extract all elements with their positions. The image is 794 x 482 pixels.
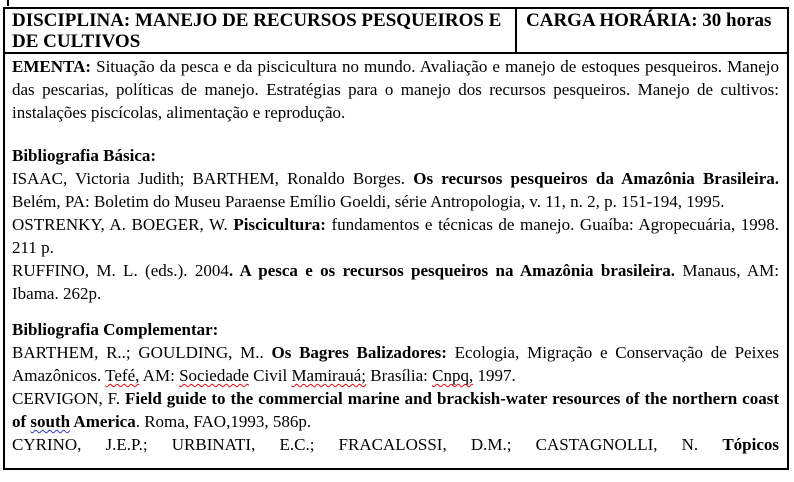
reference-barthem-goulding (12, 341, 779, 387)
text-segment: BARTHEM, R..; GOULDING, M.. (12, 343, 272, 362)
spellcheck-flagged-text: Cnpq, (432, 366, 474, 385)
spellcheck-flagged-text: Mamirauá; (291, 366, 367, 385)
text-segment: Bibliografia Complementar: (12, 320, 219, 339)
text-segment: Tópicos (722, 435, 779, 454)
text-segment: 1997. (473, 366, 516, 385)
text-segment: OSTRENKY, A. BOEGER, W. (12, 215, 234, 234)
header-cell-discipline: DISCIPLINA: MANEJO DE RECURSOS PESQUEIROS E DE CULTIVOS (5, 9, 517, 52)
clipped-border-fragment (7, 0, 9, 6)
reference-ostrenky-boeger (12, 213, 779, 259)
text-segment: . Roma, FAO,1993, 586p. (135, 412, 312, 431)
reference-isaac-barthem (12, 167, 779, 213)
syllabus-table (3, 7, 789, 470)
table-body-cell (5, 54, 787, 456)
text-segment: Brasília: (366, 366, 433, 385)
spellcheck-flagged-text: Sociedade (179, 366, 249, 385)
text-segment: Os recursos pesqueiros da Amazônia Brasileira. (413, 169, 779, 188)
text-segment: EMENTA: (12, 57, 92, 76)
text-segment: . A pesca e os recursos pesqueiros na Amazônia brasileira. (228, 261, 676, 280)
text-segment: AM: (139, 366, 180, 385)
blank-line (12, 305, 779, 318)
text-segment: Situação da pesca e da piscicultura no mundo. Avaliação e manejo de estoques pesqueiros. Manejo das pescarias, políticas de manejo. Estratégias para o manejo dos recursos pesqueiros. Manejo de cultivos: instalações piscícolas, alimentação e reprodução. (12, 57, 779, 122)
reference-cyrino-clipped (12, 433, 779, 456)
text-segment: CERVIGON, F. (12, 389, 125, 408)
spellcheck-flagged-text: Tefé, (105, 366, 140, 385)
complementary-bibliography-title (12, 318, 779, 341)
text-segment: fundamentos e técnicas de manejo. Guaíba: Agropecuária, 1998. 211 p. (12, 215, 779, 257)
text-segment: Manaus, AM: Ibama. 262p. (12, 261, 779, 303)
text-segment: Piscicultura: (233, 215, 326, 234)
ementa-paragraph (12, 55, 779, 124)
text-segment: CYRINO, J.E.P.; URBINATI, E.C.; FRACALOSSI, D.M.; CASTAGNOLLI, N. (12, 435, 723, 454)
text-segment: ISAAC, Victoria Judith; BARTHEM, Ronaldo Borges. (12, 169, 414, 188)
reference-cervigon (12, 387, 779, 433)
text-segment: Ecologia, Migração e Conservação de Peixes Amazônicos. (12, 343, 779, 385)
text-segment: Os Bagres Balizadores: (271, 343, 447, 362)
text-segment: RUFFINO, M. L. (eds.). 2004 (12, 261, 229, 280)
header-cell-workload: CARGA HORÁRIA: 30 horas (526, 10, 772, 31)
basic-bibliography-title (12, 144, 779, 167)
text-segment: Field guide to the commercial marine and brackish-water resources of the northern coast of (12, 389, 779, 431)
blank-line (12, 124, 779, 144)
text-segment: Civil (248, 366, 292, 385)
text-segment: Belém, PA: Boletim do Museu Paraense Emílio Goeldi, série Antropologia, v. 11, n. 2, p. 151-194, 1995. (12, 192, 725, 211)
text-segment: America (70, 412, 136, 431)
reference-ruffino (12, 259, 779, 305)
table-header-row (5, 9, 787, 54)
spellcheck-flagged-text: south (30, 412, 71, 431)
text-segment: Bibliografia Básica: (12, 146, 157, 165)
